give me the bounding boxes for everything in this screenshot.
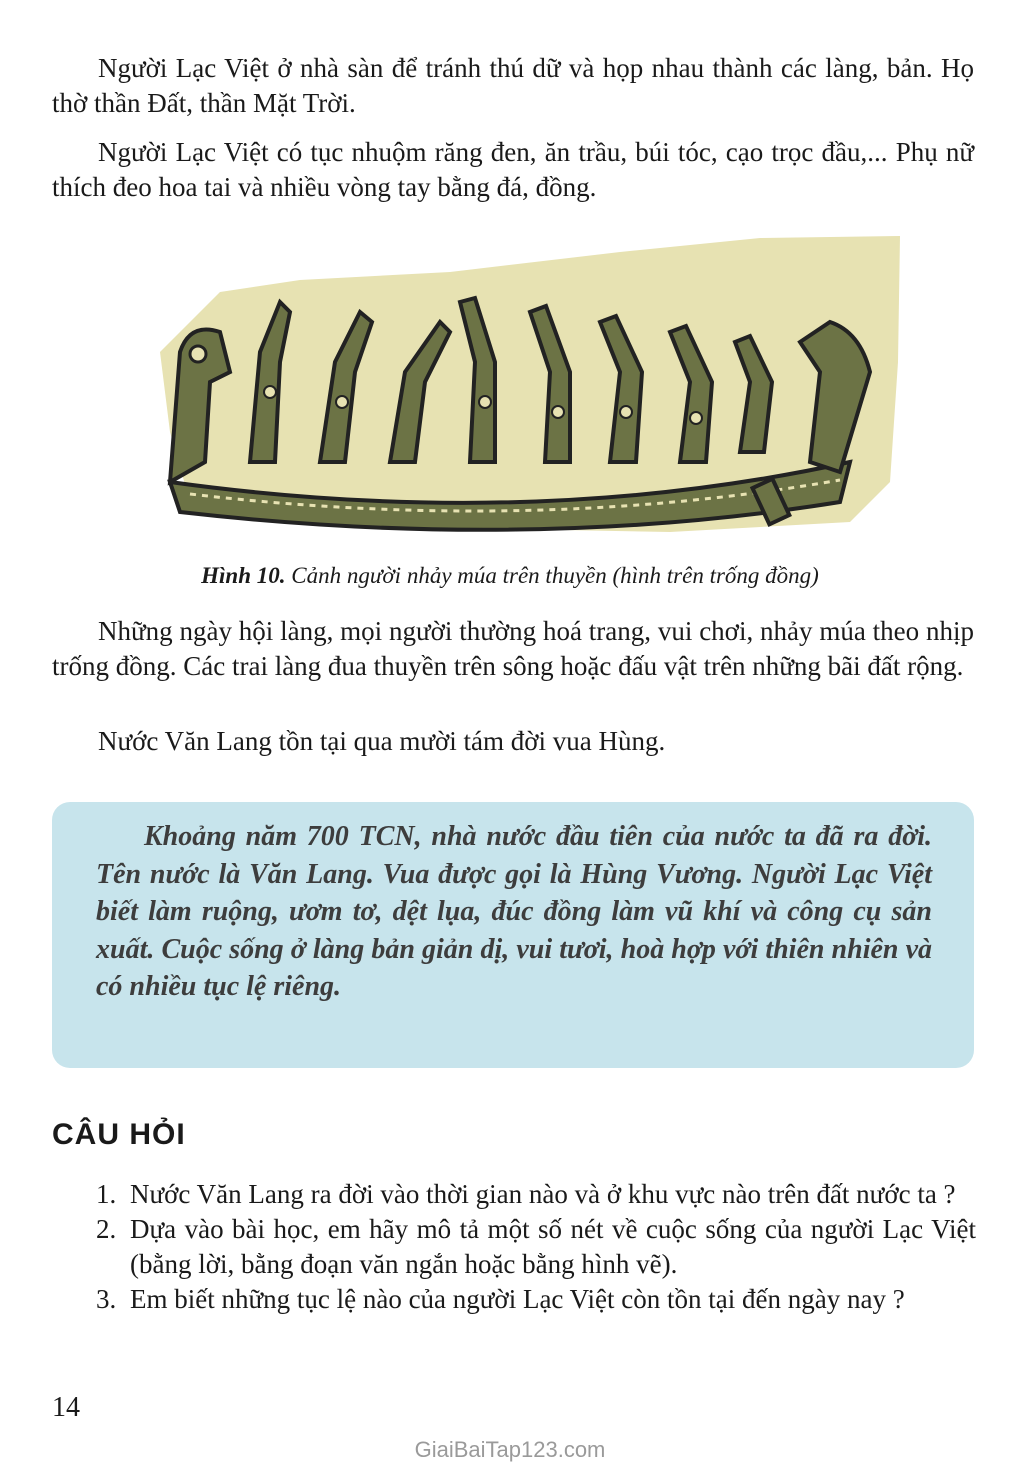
ornament-dot (264, 386, 276, 398)
question-number: 3. (96, 1284, 117, 1314)
ornament-dot (690, 412, 702, 424)
paragraph-customs: Người Lạc Việt có tục nhuộm răng đen, ăn trầu, búi tóc, cạo trọc đầu,... Phụ nữ thích đeo hoa tai và nhiều vòng tay bằng đá, đồng. (52, 137, 974, 202)
bronze-drum-boat-image (150, 232, 910, 542)
paragraph-kings: Nước Văn Lang tồn tại qua mười tám đời vua Hùng. (98, 726, 666, 756)
bow-eye (190, 346, 206, 362)
caption-label: Hình 10. (201, 563, 286, 588)
question-text: Dựa vào bài học, em hãy mô tả một số nét về cuộc sống của người Lạc Việt (bằng lời, bằng đoạn văn ngắn hoặc bằng hình vẽ). (130, 1214, 976, 1279)
question-text: Em biết những tục lệ nào của người Lạc Việt còn tồn tại đến ngày nay ? (130, 1284, 905, 1314)
page-number: 14 (52, 1392, 80, 1423)
ornament-dot (552, 406, 564, 418)
question-number: 2. (96, 1214, 117, 1244)
ornament-dot (336, 396, 348, 408)
paragraph-festivals: Những ngày hội làng, mọi người thường hoá trang, vui chơi, nhảy múa theo nhịp trống đồng. Các trai làng đua thuyền trên sông hoặc đấu vật trên những bãi đất rộng. (52, 616, 974, 681)
questions-heading: CÂU HỎI (52, 1118, 186, 1151)
question-item (96, 1282, 976, 1317)
question-item (96, 1212, 976, 1282)
summary-box (52, 802, 974, 1068)
figure-caption (0, 563, 1020, 589)
paragraph-houses: Người Lạc Việt ở nhà sàn để tránh thú dữ và họp nhau thành các làng, bản. Họ thờ thần Đất, thần Mặt Trời. (52, 53, 974, 118)
summary-text: Khoảng năm 700 TCN, nhà nước đầu tiên của nước ta đã ra đời. Tên nước là Văn Lang. Vua được gọi là Hùng Vương. Người Lạc Việt biết làm ruộng, ươm tơ, dệt lụa, đúc đồng làm vũ khí và công cụ sản xuất. Cuộc sống ở làng bản giản dị, vui tươi, hoà hợp với thiên nhiên và có nhiều tục lệ riêng. (96, 821, 932, 1002)
caption-text: Cảnh người nhảy múa trên thuyền (hình trên trống đồng) (291, 563, 819, 588)
ornament-dot (479, 396, 491, 408)
question-text: Nước Văn Lang ra đời vào thời gian nào và ở khu vực nào trên đất nước ta ? (130, 1179, 956, 1209)
question-number: 1. (96, 1179, 117, 1209)
question-item (96, 1177, 976, 1212)
question-list (96, 1177, 976, 1317)
boat-dance-illustration (150, 232, 910, 542)
watermark: GiaiBaiTap123.com (414, 1437, 606, 1462)
ornament-dot (620, 406, 632, 418)
